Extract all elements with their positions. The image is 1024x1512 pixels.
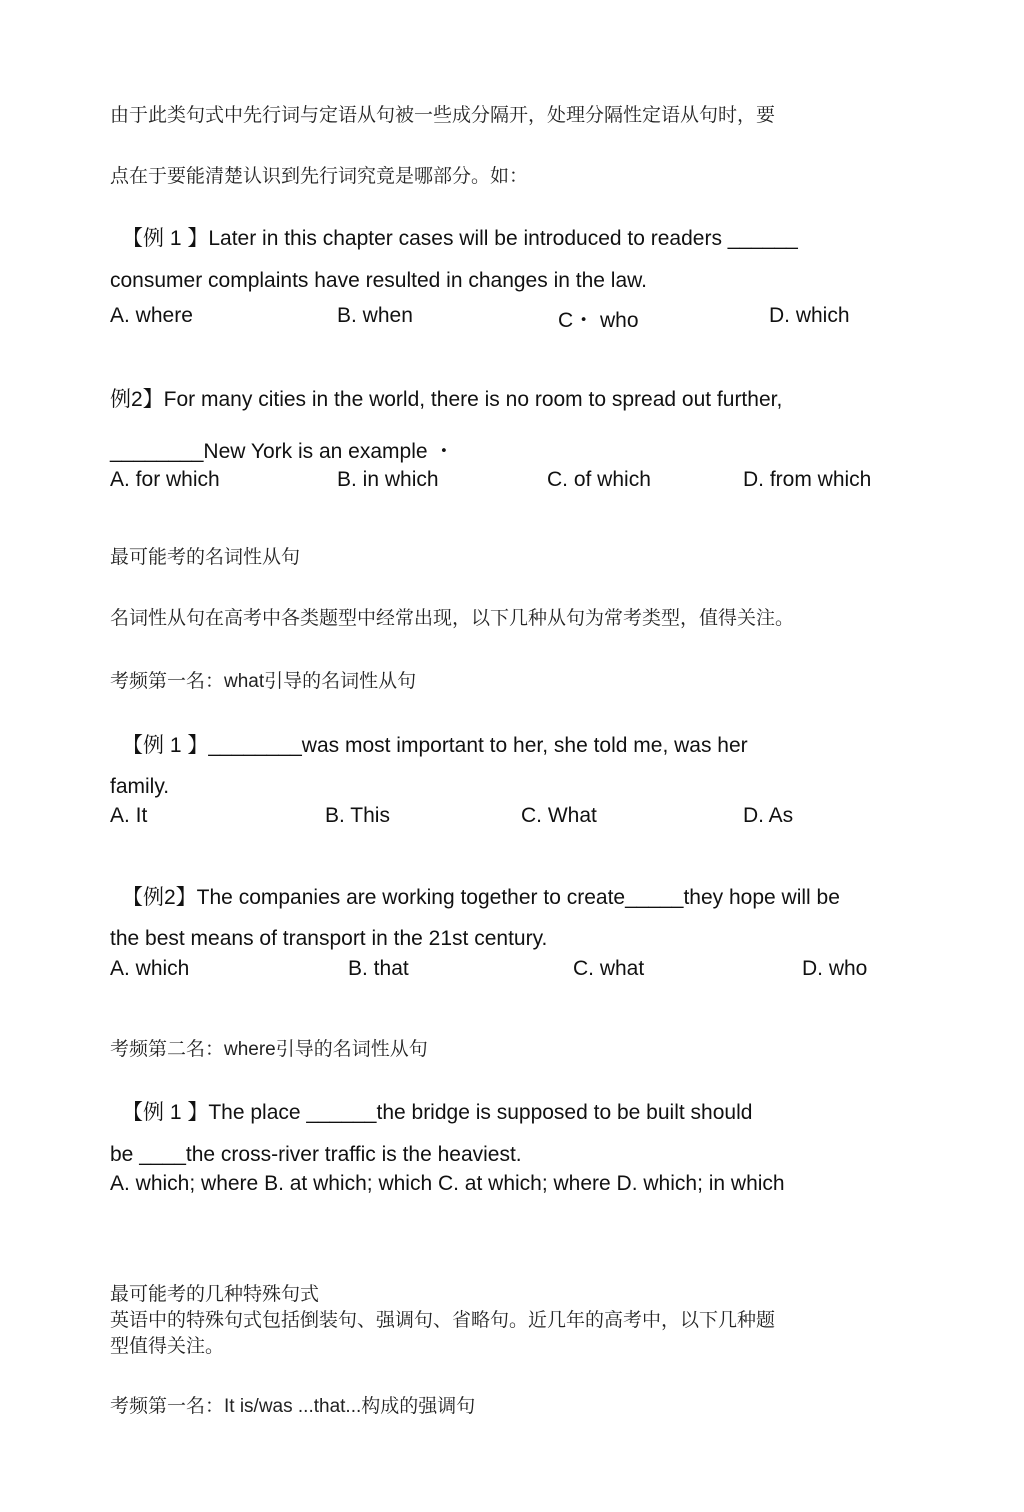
- s2-ex2-stem-line-1: 【例2】The companies are working together to create_____they hope will be: [122, 886, 840, 909]
- s1-ex2-option-d: D. from which: [743, 468, 872, 491]
- special-patterns-heading: 最可能考的几种特殊句式: [110, 1284, 320, 1305]
- s2-ex1-stem-line-2: family.: [110, 775, 170, 798]
- s1-ex1-stem-line-2: consumer complaints have resulted in changes in the law.: [110, 269, 647, 292]
- s1-ex1-option-c: C・ who: [558, 309, 639, 332]
- s3-ex1-stem-line-2: be ____the cross-river traffic is the heaviest.: [110, 1143, 522, 1166]
- s1-ex1-option-b: B. when: [337, 304, 413, 327]
- s2-ex1-stem-line-1: 【例 1 】________was most important to her, she told me, was her: [122, 734, 748, 757]
- s2-ex1-option-a: A. It: [110, 804, 148, 827]
- s1-ex2-stem-line-2: ________New York is an example ・: [110, 440, 455, 463]
- s1-ex2-option-a: A. for which: [110, 468, 220, 491]
- s1-ex1-stem-line-1: 【例 1 】Later in this chapter cases will be introduced to readers ______: [122, 227, 798, 250]
- rank-2-where-heading: 考频第二名：where引导的名词性从句: [110, 1039, 428, 1060]
- s2-ex1-option-c: C. What: [521, 804, 597, 827]
- s1-ex2-stem-line-1: 例2】For many cities in the world, there is no room to spread out further,: [110, 388, 783, 411]
- s2-ex2-option-c: C. what: [573, 957, 645, 980]
- special-patterns-paragraph-line-1: 英语中的特殊句式包括倒装句、强调句、省略句。近几年的高考中，以下几种题: [110, 1310, 776, 1331]
- s2-ex1-option-b: B. This: [325, 804, 390, 827]
- s1-ex2-option-c: C. of which: [547, 468, 651, 491]
- s2-ex2-option-d: D. who: [802, 957, 868, 980]
- rank-1-emphasis-heading: 考频第一名：It is/was ...that...构成的强调句: [110, 1396, 476, 1417]
- noun-clause-paragraph: 名词性从句在高考中各类题型中经常出现，以下几种从句为常考类型，值得关注。: [110, 608, 795, 629]
- s2-ex2-option-a: A. which: [110, 957, 190, 980]
- s2-ex2-option-b: B. that: [348, 957, 409, 980]
- special-patterns-paragraph-line-2: 型值得关注。: [110, 1336, 225, 1357]
- intro-line-2: 点在于要能清楚认识到先行词究竟是哪部分。如：: [110, 166, 529, 187]
- s3-ex1-options: A. which; where B. at which; which C. at which; where D. which; in which: [110, 1172, 785, 1195]
- s2-ex2-stem-line-2: the best means of transport in the 21st century.: [110, 927, 548, 950]
- s3-ex1-stem-line-1: 【例 1 】The place ______the bridge is supposed to be built should: [122, 1101, 753, 1124]
- s1-ex2-option-b: B. in which: [337, 468, 439, 491]
- s2-ex1-option-d: D. As: [743, 804, 794, 827]
- s1-ex1-option-d: D. which: [769, 304, 850, 327]
- s1-ex1-option-a: A. where: [110, 304, 193, 327]
- intro-line-1: 由于此类句式中先行词与定语从句被一些成分隔开，处理分隔性定语从句时，要: [110, 105, 776, 126]
- rank-1-what-heading: 考频第一名：what引导的名词性从句: [110, 671, 417, 692]
- noun-clause-heading: 最可能考的名词性从句: [110, 547, 301, 568]
